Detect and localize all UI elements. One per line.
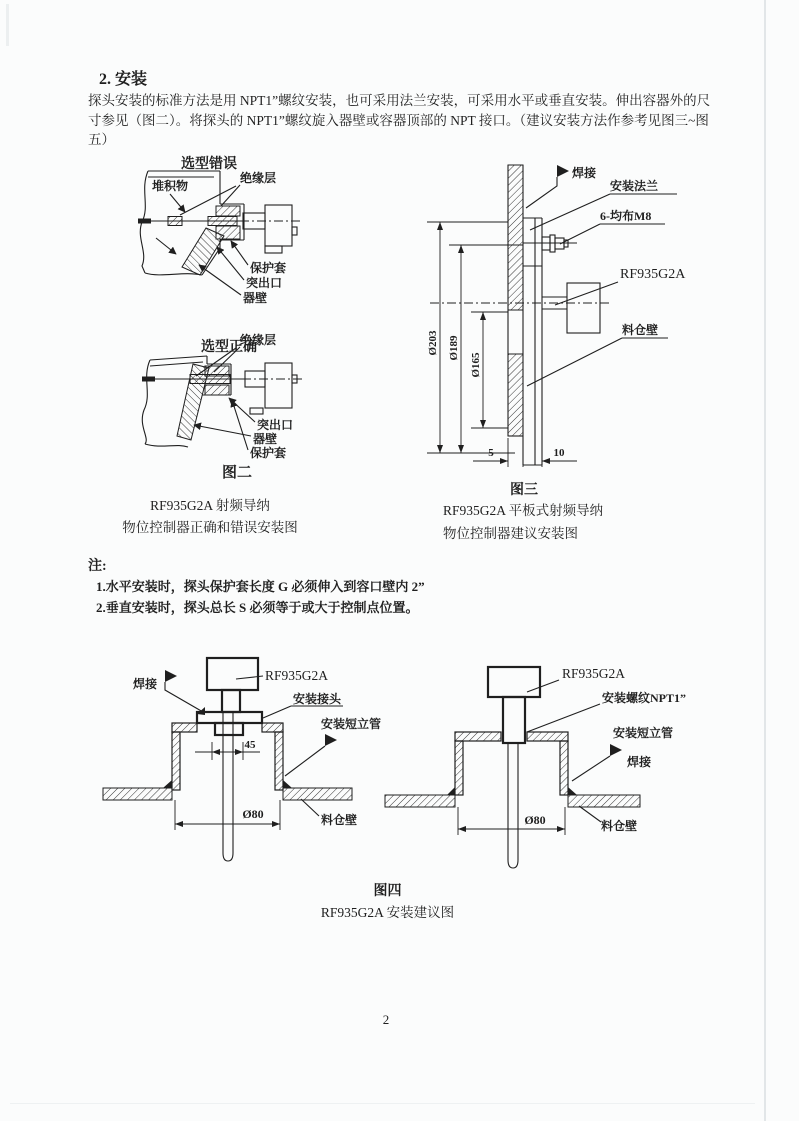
figure3-diagram: [415, 158, 765, 473]
figure2-diagram: [90, 148, 390, 493]
figure4-number: 图四: [373, 884, 402, 899]
dim-45: 45: [244, 739, 256, 751]
figure3-caption-line2: 物位控制器建议安装图: [443, 525, 578, 541]
sheath-label-wrong: 保护套: [250, 261, 287, 275]
insulation-label-wrong: 绝缘层: [240, 171, 277, 185]
page-number: 2: [382, 1012, 390, 1027]
weld-label-left: 焊接: [133, 677, 158, 691]
intro-line: 五）: [88, 132, 115, 147]
insulation-label-correct: 绝缘层: [240, 333, 277, 347]
dim-10: 10: [553, 447, 565, 459]
model-label-right: RF935G2A: [562, 666, 626, 681]
figure2-caption-line2: 物位控制器正确和错误安装图: [122, 520, 298, 535]
dim-203: Ø203: [427, 330, 439, 356]
figure2-number: 图二: [221, 465, 253, 481]
intro-line: 探头安装的标准方法是用 NPT1”螺纹安装，也可采用法兰安装，可采用水平或垂直安装。伸出容器外的尺: [88, 93, 711, 108]
scan-artifact: [6, 4, 9, 46]
notes-block: [88, 558, 425, 618]
bin-wall-label: 料仓壁: [622, 323, 659, 337]
note-item: 1.水平安装时，探头保护套长度 G 必须伸入到容口壁内 2”: [96, 579, 425, 594]
protrusion-label-correct: 突出口: [257, 418, 294, 432]
protrusion-label-wrong: 突出口: [246, 276, 283, 290]
dim-165: Ø165: [470, 352, 482, 378]
standpipe-label-left: 安装短立管: [321, 717, 382, 731]
figure3-caption: [443, 500, 603, 545]
section-heading: 2. 安装: [99, 71, 148, 88]
mounting-flange-label: 安装法兰: [610, 179, 659, 193]
vessel-wall-label-wrong: 器壁: [243, 291, 268, 305]
bin-wall-label-left: 料仓壁: [321, 813, 358, 827]
bin-wall-label-right: 料仓壁: [601, 819, 638, 833]
figure4-diagram: [95, 648, 699, 883]
figure3-caption-line1: RF935G2A 平板式射频导纳: [443, 503, 604, 518]
intro-line: 寸参见（图二）。将探头的 NPT1”螺纹旋入器壁或容器顶部的 NPT 接口。（建议安装方法作参考见图三~图: [88, 112, 709, 128]
sheath-label-correct: 保护套: [250, 446, 287, 460]
vessel-wall-label-correct: 器壁: [253, 432, 278, 446]
correct-selection-title: 选型正确: [201, 340, 257, 355]
dim-80-right: Ø80: [524, 813, 546, 827]
page-edge-shadow-bottom: [10, 1103, 755, 1104]
dim-189: Ø189: [448, 335, 460, 361]
model-label: RF935G2A: [620, 267, 686, 282]
figure4-caption: RF935G2A 安装建议图: [320, 905, 455, 920]
accumulation-label: 堆积物: [152, 179, 189, 193]
notes-title: 注:: [88, 559, 107, 574]
connector-label: 安装接头: [293, 692, 342, 706]
figure2-caption: [60, 495, 360, 539]
weld-label-right: 焊接: [627, 755, 652, 769]
standpipe-label-right: 安装短立管: [613, 726, 674, 740]
correct-mounting-drawing: [142, 347, 303, 450]
weld-label: 焊接: [572, 166, 597, 180]
wrong-selection-title: 选型错误: [181, 157, 237, 172]
dim-5: 5: [488, 447, 494, 459]
bolt-pattern-label: 6-均布M8: [600, 209, 652, 223]
figure2-caption-line1: RF935G2A 射频导纳: [150, 498, 270, 513]
note-item: 2.垂直安装时，探头总长 S 必须等于或大于控制点位置。: [96, 600, 419, 615]
intro-paragraph: [88, 91, 730, 150]
model-label-left: RF935G2A: [265, 668, 329, 683]
figure3-number: 图三: [510, 483, 538, 498]
thread-label: 安装螺纹NPT1”: [602, 691, 687, 705]
dim-80-left: Ø80: [242, 807, 264, 821]
